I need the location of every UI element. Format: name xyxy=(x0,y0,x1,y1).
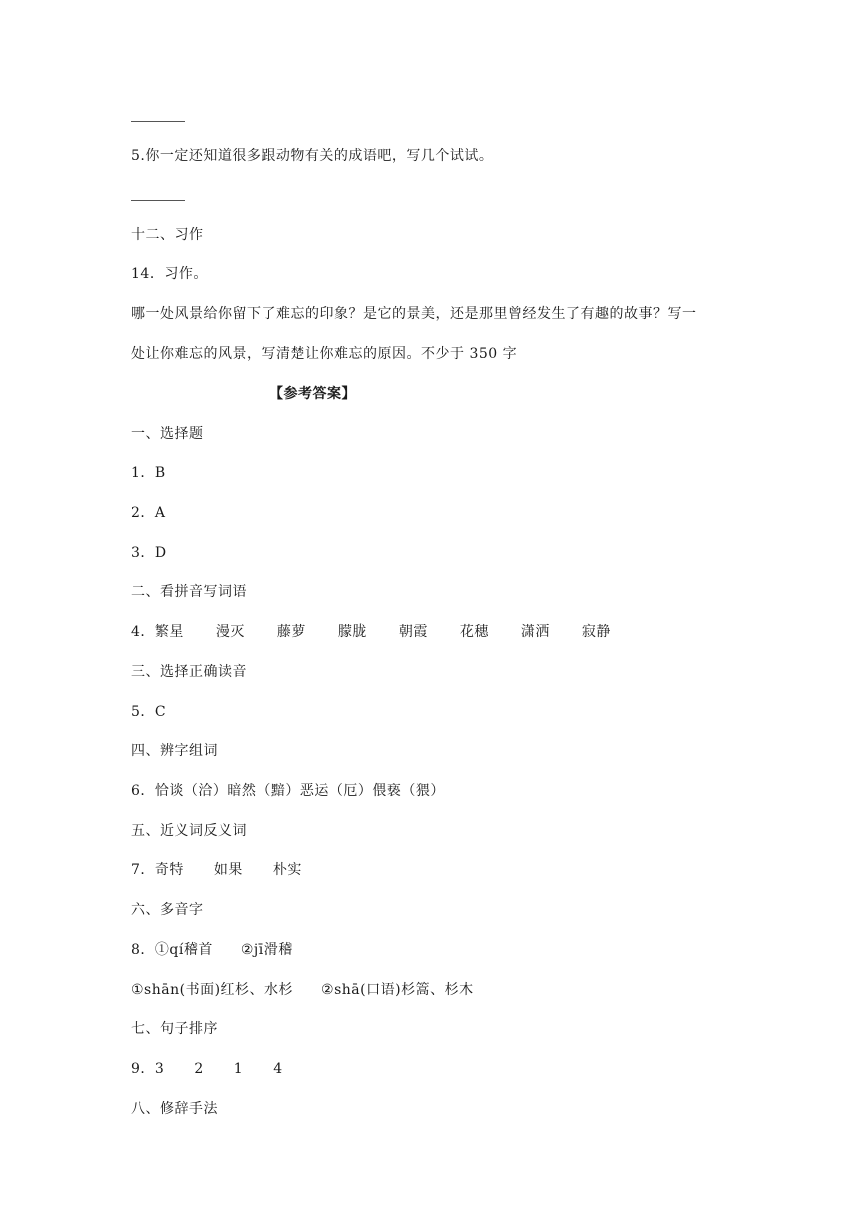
word: 如果 xyxy=(213,862,243,878)
word: 朝霞 xyxy=(398,624,428,640)
word: 藤萝 xyxy=(276,624,306,640)
answer-item: 3．D xyxy=(131,545,167,561)
word: 花穗 xyxy=(459,624,489,640)
question-5: 5.你一定还知道很多跟动物有关的成语吧，写几个试试。 xyxy=(131,148,494,164)
answer-item-8-cont xyxy=(131,980,474,1000)
section-heading: 十二、习作 xyxy=(131,227,204,243)
number: 3 xyxy=(154,1061,165,1077)
number: 4 xyxy=(273,1061,283,1077)
section-heading: 七、句子排序 xyxy=(131,1021,218,1037)
answer-blank-line xyxy=(131,200,185,201)
reading: ①shān(书面)红杉、水杉 xyxy=(131,982,294,998)
word: 朴实 xyxy=(272,862,302,878)
section-heading: 八、修辞手法 xyxy=(131,1101,218,1117)
answer-item: 5．C xyxy=(131,704,167,720)
word: 繁星 xyxy=(154,624,184,640)
section-heading: 三、选择正确读音 xyxy=(131,664,247,680)
section-heading: 四、辨字组词 xyxy=(131,743,218,759)
section-heading: 五、近义词反义词 xyxy=(131,823,247,839)
word: 寂静 xyxy=(581,624,611,640)
answer-item-7 xyxy=(131,860,302,880)
number: 2 xyxy=(194,1061,204,1077)
answer-item-9 xyxy=(131,1059,283,1079)
answers-title: 【参考答案】 xyxy=(269,386,356,402)
answer-prefix: 7． xyxy=(131,862,155,878)
question-14: 14．习作。 xyxy=(131,266,208,282)
word: 奇特 xyxy=(154,862,184,878)
answer-item: 6．恰谈（洽）暗然（黯）恶运（厄）偎亵（猥） xyxy=(131,783,445,799)
essay-prompt-line: 哪一处风景给你留下了难忘的印象？是它的景美，还是那里曾经发生了有趣的故事？写一 xyxy=(131,306,697,322)
reading: ②jī滑稽 xyxy=(240,942,293,958)
answer-item-4 xyxy=(131,622,611,642)
answer-item-8 xyxy=(131,940,293,960)
answer-item: 2．A xyxy=(131,505,166,521)
word: 潇洒 xyxy=(520,624,550,640)
reading: 8．①qí稽首 xyxy=(131,942,213,958)
answer-prefix: 9． xyxy=(131,1061,155,1077)
number: 1 xyxy=(233,1061,244,1077)
essay-prompt-line: 处让你难忘的风景，写清楚让你难忘的原因。不少于 350 字 xyxy=(131,346,518,362)
section-heading: 二、看拼音写词语 xyxy=(131,584,247,600)
word: 漫灭 xyxy=(215,624,245,640)
reading: ②shā(口语)杉篙、杉木 xyxy=(321,982,474,998)
section-heading: 一、选择题 xyxy=(131,426,204,442)
answer-item: 1．B xyxy=(131,465,166,481)
answer-prefix: 4． xyxy=(131,624,155,640)
word: 朦胧 xyxy=(337,624,367,640)
section-heading: 六、多音字 xyxy=(131,902,204,918)
answer-blank-line xyxy=(131,121,185,122)
